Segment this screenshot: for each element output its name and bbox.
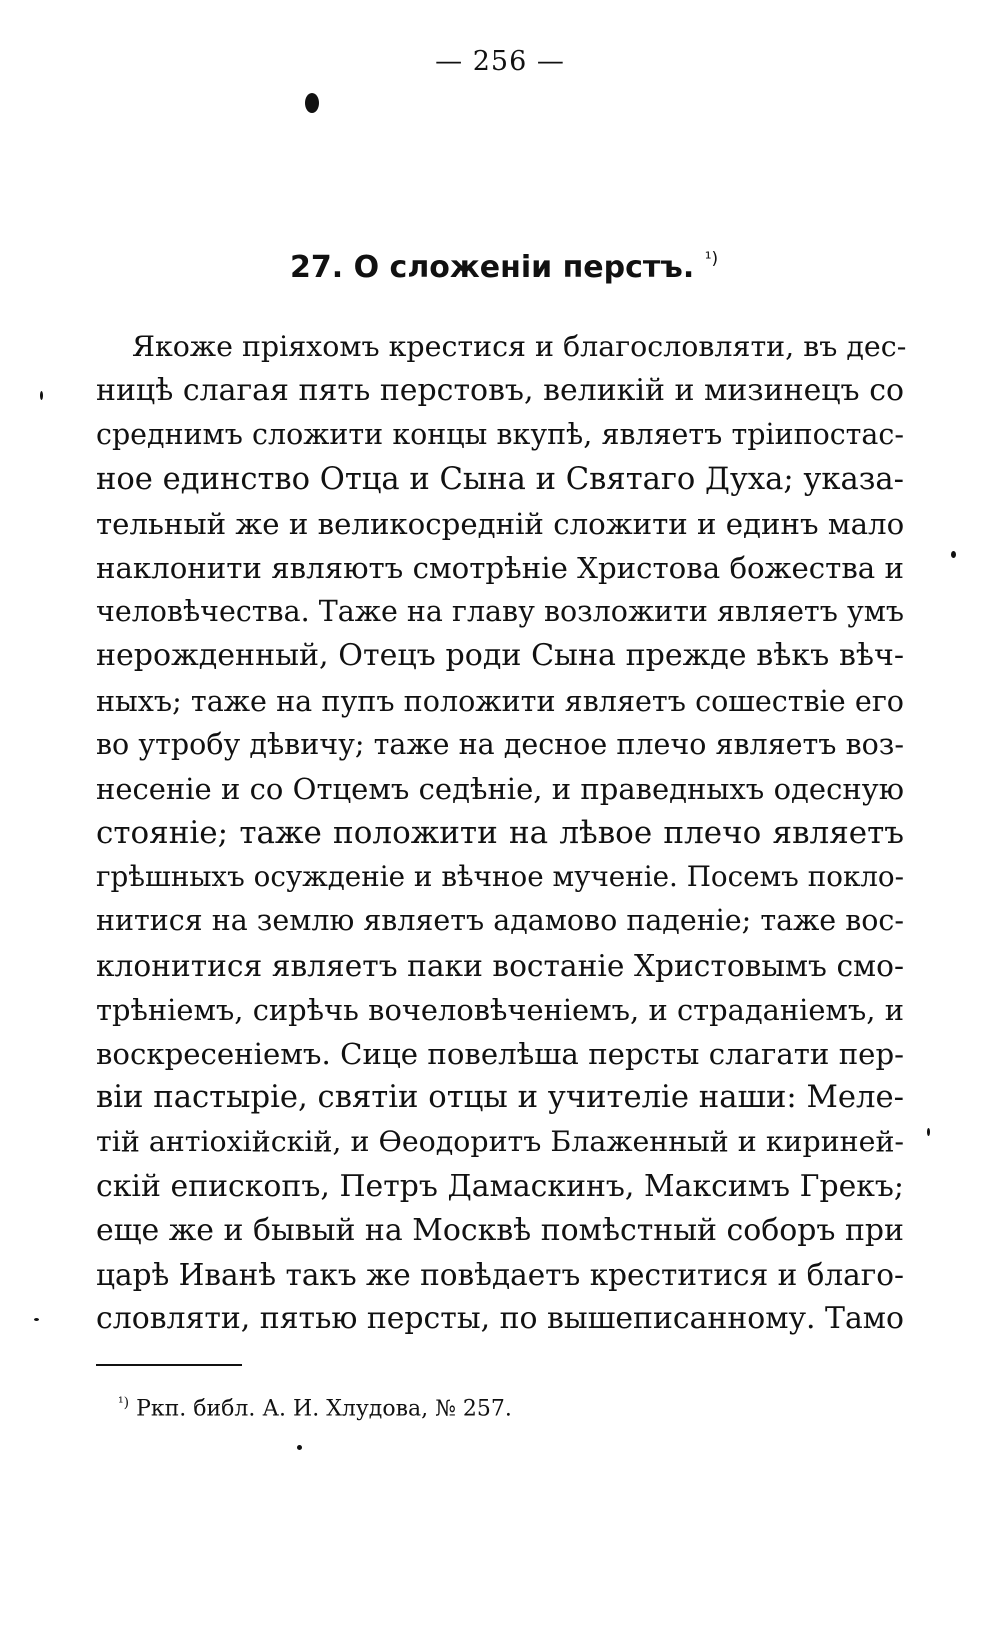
text-line: среднимъ сложити концы вкупѣ, являетъ тріипостас-: [96, 418, 904, 452]
scan-speck: [40, 391, 43, 400]
text-line: ное единство Отца и Сына и Святаго Духа; указа-: [96, 461, 904, 497]
text-line: царѣ Иванѣ такъ же повѣдаетъ креститися и благо-: [96, 1257, 904, 1292]
text-line: скій епископъ, Петръ Дамаскинъ, Максимъ Грекъ;: [96, 1168, 904, 1204]
text-line: ницѣ слагая пять перстовъ, великій и мизинецъ со: [96, 373, 904, 409]
scan-speck: [951, 551, 956, 558]
scan-speck: [305, 93, 319, 113]
text-line: Якоже пріяхомъ крестися и благословляти, въ дес-: [132, 330, 907, 363]
text-line: наклонити являютъ смотрѣніе Христова божества и: [96, 550, 904, 585]
text-line: словляти, пятью персты, по вышеписанному. Тамо: [96, 1301, 904, 1337]
text-line: ныхъ; таже на пупъ положити являетъ сошествіе его: [96, 683, 904, 718]
scan-speck: [927, 1128, 930, 1136]
text-line: нитися на землю являетъ адамово паденіе; таже вос-: [96, 904, 904, 938]
text-line: грѣшныхъ осужденіе и вѣчное мученіе. Посемъ покло-: [96, 860, 904, 894]
text-line: воскресеніемъ. Сице повелѣша персты слагати пер-: [96, 1037, 904, 1071]
footnote-text: Ркп. библ. А. И. Хлудова, № 257.: [129, 1396, 512, 1422]
page-number: — 256 —: [435, 46, 565, 77]
text-line: тій антіохійскій, и Ѳеодоритъ Блаженный и кириней-: [96, 1125, 904, 1159]
footnote-divider: [96, 1364, 242, 1366]
text-line: еще же и бывый на Москвѣ помѣстный соборъ при: [96, 1212, 904, 1248]
scan-speck: [297, 1445, 302, 1450]
text-line: во утробу дѣвичу; таже на десное плечо являетъ воз-: [96, 727, 904, 761]
text-line: трѣніемъ, сирѣчь вочеловѣченіемъ, и страданіемъ, и: [96, 992, 904, 1027]
text-line: стояніе; таже положити на лѣвое плечо являетъ: [96, 815, 904, 852]
scan-speck: [34, 1318, 39, 1321]
text-line: человѣчества. Таже на главу возложити являетъ умъ: [96, 595, 904, 629]
text-line: віи пастыріе, святіи отцы и учителіе наши: Меле-: [96, 1080, 904, 1116]
footnote-marker: ¹): [118, 1395, 130, 1411]
text-line: тельный же и великосредній сложити и единъ мало: [96, 506, 905, 541]
text-line: нерожденный, Отецъ роди Сына прежде вѣкъ вѣч-: [96, 638, 904, 674]
heading-footnote-ref: ¹): [704, 249, 719, 269]
section-heading: [290, 249, 719, 285]
text-line: клонитися являетъ паки востаніе Христовымъ смо-: [96, 947, 904, 983]
text-line: несеніе и со Отцемъ седѣніе, и праведныхъ одесную: [96, 771, 904, 806]
section-heading-text: 27. О сложеніи перстъ.: [290, 250, 695, 285]
body-paragraph: [96, 325, 907, 1341]
footnote: [118, 1395, 512, 1421]
